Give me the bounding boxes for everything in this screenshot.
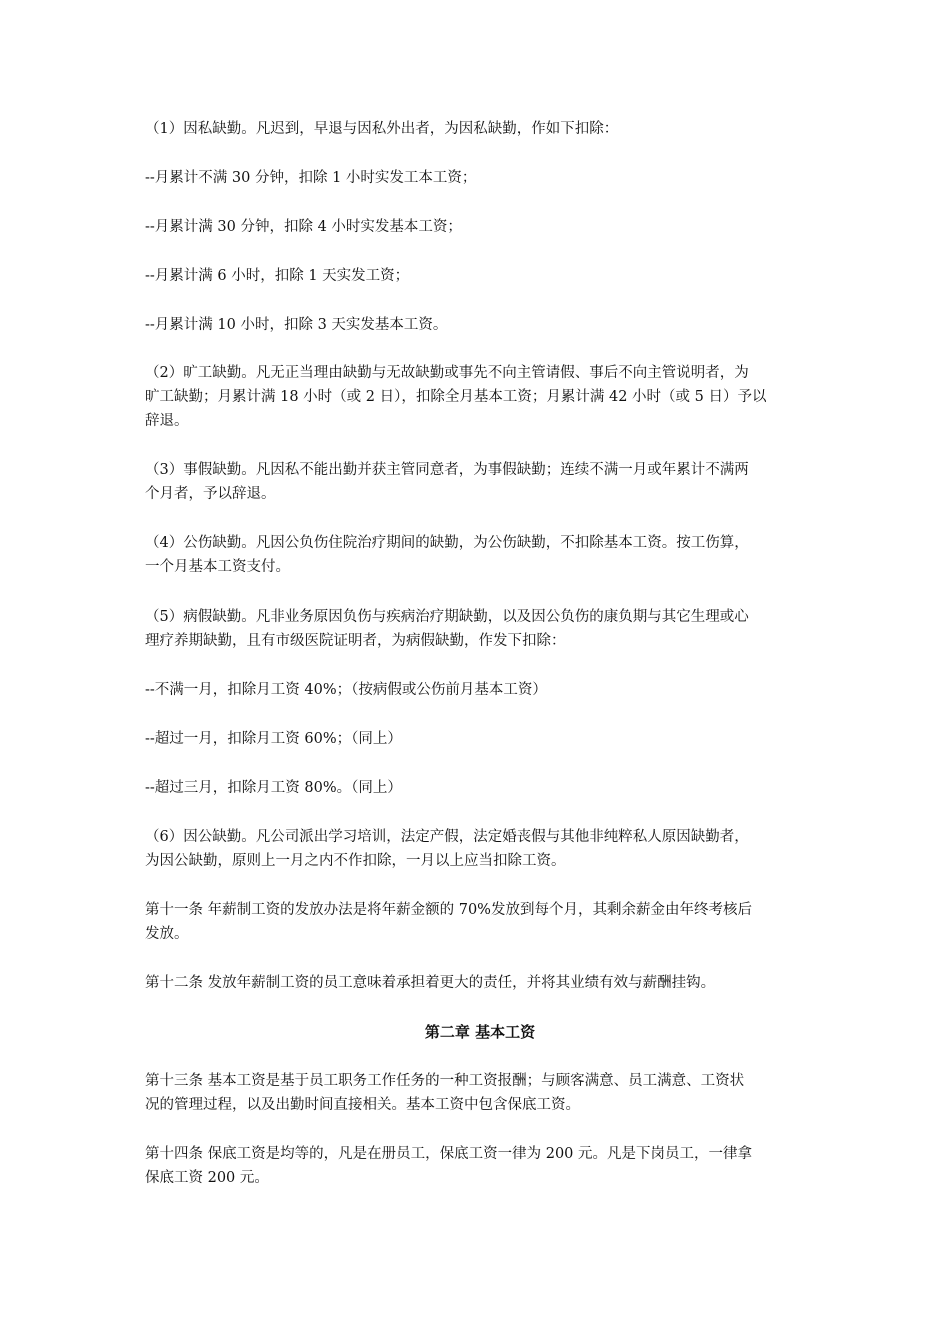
paragraph-line: 发放。 bbox=[145, 926, 189, 942]
paragraph-line: （6）因公缺勤。凡公司派出学习培训，法定产假，法定婚丧假与其他非纯粹私人原因缺勤者， bbox=[145, 829, 749, 845]
paragraph-line: 个月者，予以辞退。 bbox=[145, 486, 276, 502]
paragraph-line: 况的管理过程，以及出勤时间直接相关。基本工资中包含保底工资。 bbox=[145, 1097, 580, 1113]
chapter-heading: 第二章 基本工资 bbox=[424, 1023, 536, 1041]
paragraph-line: --月累计满 6 小时，扣除 1 天实发工资； bbox=[145, 268, 410, 284]
paragraph-line: （4）公伤缺勤。凡因公负伤住院治疗期间的缺勤，为公伤缺勤，不扣除基本工资。按工伤算， bbox=[145, 535, 749, 551]
paragraph-line: 辞退。 bbox=[145, 413, 189, 429]
paragraph-line: 保底工资 200 元。 bbox=[145, 1170, 269, 1186]
paragraph-line: （5）病假缺勤。凡非业务原因负伤与疾病治疗期缺勤，以及因公负伤的康负期与其它生理或心 bbox=[145, 609, 749, 625]
paragraph-line: （2）旷工缺勤。凡无正当理由缺勤与无故缺勤或事先不向主管请假、事后不向主管说明者，为 bbox=[145, 365, 749, 381]
paragraph-line: （3）事假缺勤。凡因私不能出勤并获主管同意者，为事假缺勤；连续不满一月或年累计不满两 bbox=[145, 462, 749, 478]
paragraph-line: --月累计不满 30 分钟，扣除 1 小时实发工本工资； bbox=[145, 170, 477, 186]
paragraph-line: 理疗养期缺勤，且有市级医院证明者，为病假缺勤，作发下扣除： bbox=[145, 633, 566, 649]
paragraph-line: 第十三条 基本工资是基于员工职务工作任务的一种工资报酬；与顾客满意、员工满意、工资状 bbox=[145, 1073, 745, 1089]
paragraph-line: --月累计满 10 小时，扣除 3 天实发基本工资。 bbox=[145, 317, 448, 333]
paragraph-line: 第十四条 保底工资是均等的，凡是在册员工，保底工资一律为 200 元。凡是下岗员工，一律拿 bbox=[145, 1146, 752, 1162]
paragraph-line: 第十二条 发放年薪制工资的员工意味着承担着更大的责任，并将其业绩有效与薪酬挂钩。 bbox=[145, 975, 716, 991]
paragraph-line: --超过三月，扣除月工资 80%。（同上） bbox=[145, 780, 402, 796]
paragraph-line: 旷工缺勤；月累计满 18 小时（或 2 日），扣除全月基本工资；月累计满 42 小时（或 5 日）予以 bbox=[145, 389, 767, 405]
paragraph-line: 一个月基本工资支付。 bbox=[145, 559, 290, 575]
paragraph-line: （1）因私缺勤。凡迟到，早退与因私外出者，为因私缺勤，作如下扣除： bbox=[145, 121, 619, 137]
paragraph-line: 第十一条 年薪制工资的发放办法是将年薪金额的 70%发放到每个月，其剩余薪金由年终考核后 bbox=[145, 902, 752, 918]
paragraph-line: --超过一月，扣除月工资 60%；（同上） bbox=[145, 731, 402, 747]
paragraph-line: --月累计满 30 分钟，扣除 4 小时实发基本工资； bbox=[145, 219, 462, 235]
paragraph-line: --不满一月，扣除月工资 40%；（按病假或公伤前月基本工资） bbox=[145, 682, 547, 698]
paragraph-line: 为因公缺勤，原则上一月之内不作扣除，一月以上应当扣除工资。 bbox=[145, 853, 566, 869]
